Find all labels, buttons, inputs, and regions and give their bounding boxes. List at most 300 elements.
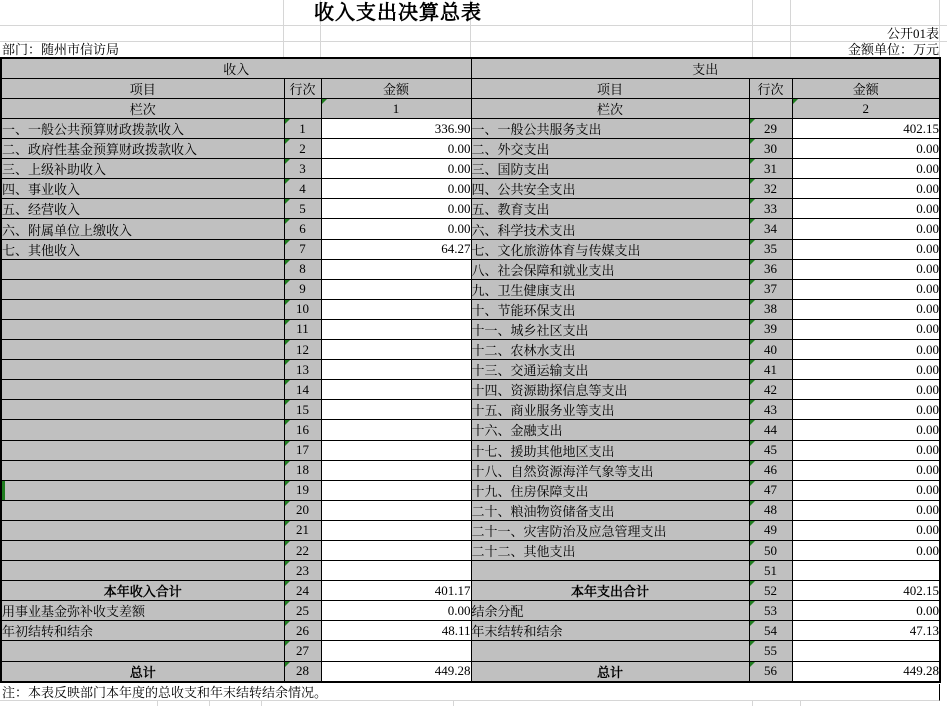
expense-section-header: 支出	[471, 58, 940, 79]
expense-amount-cell	[792, 460, 940, 480]
expense-amount-value: 0.00	[916, 281, 939, 297]
expense-amount-value: 0.00	[916, 381, 939, 397]
income-item-cell	[1, 520, 284, 540]
income-amount-value: 0.00	[447, 140, 471, 156]
expense-rowno-value: 51	[764, 562, 777, 578]
income-amount-value: 0.00	[447, 200, 471, 216]
table-row	[1, 460, 940, 480]
income-amount-cell	[321, 219, 471, 239]
income-amount-cell	[321, 400, 471, 420]
expense-amount-cell	[792, 119, 940, 139]
expense-item-label: 十一、城乡社区支出	[471, 322, 589, 338]
sheet-code-label: 公开01表	[886, 26, 939, 41]
expense-item-cell	[471, 621, 749, 641]
income-amount-cell	[321, 520, 471, 540]
table-row	[1, 239, 940, 259]
income-amount-cell	[321, 460, 471, 480]
income-rowno-value: 18	[296, 462, 309, 478]
income-rowno-value: 6	[299, 221, 306, 237]
expense-rowno-cell	[749, 360, 792, 380]
expense-amount-cell	[792, 540, 940, 560]
expense-item-label: 年末结转和结余	[471, 624, 563, 640]
income-rowno-value: 12	[296, 341, 309, 357]
expense-item-cell	[471, 520, 749, 540]
text-format-marker-icon	[750, 521, 755, 526]
income-rowno-cell	[284, 400, 321, 420]
expense-rowno-column-header: 行次	[749, 79, 792, 99]
expense-rowno-cell	[749, 520, 792, 540]
expense-rowno-cell	[749, 299, 792, 319]
expense-item-label: 十三、交通运输支出	[471, 363, 589, 379]
expense-amount-cell	[792, 340, 940, 360]
income-amount-cell	[321, 319, 471, 339]
expense-item-label: 十二、农林水支出	[471, 343, 576, 359]
table-row	[1, 279, 940, 299]
text-format-marker-icon	[285, 240, 290, 245]
text-format-marker-icon	[750, 340, 755, 345]
income-amount-cell	[321, 581, 471, 601]
expense-item-cell	[471, 601, 749, 621]
expense-rowno-cell	[749, 641, 792, 661]
table-row	[1, 561, 940, 581]
income-amount-cell	[321, 159, 471, 179]
text-format-marker-icon	[750, 300, 755, 305]
income-amount-cell	[321, 641, 471, 661]
expense-amount-cell	[792, 219, 940, 239]
expense-rowno-value: 45	[764, 442, 777, 458]
expense-rowno-cell	[749, 179, 792, 199]
expense-item-label: 九、卫生健康支出	[471, 282, 576, 298]
expense-amount-value: 402.15	[903, 120, 939, 136]
table-note: 注：本表反映部门本年度的总收支和年末结转结余情况。	[0, 684, 940, 701]
text-format-marker-icon	[285, 501, 290, 506]
expense-rowno-cell	[749, 340, 792, 360]
income-amount-value: 0.00	[447, 160, 471, 176]
text-format-marker-icon	[750, 581, 755, 586]
income-item-label: 二、政府性基金预算财政拨款收入	[2, 142, 198, 158]
text-format-marker-icon	[750, 461, 755, 466]
expense-item-cell	[471, 480, 749, 500]
income-amount-cell	[321, 199, 471, 219]
expense-rowno-value: 48	[764, 502, 777, 518]
text-format-marker-icon	[750, 400, 755, 405]
income-item-cell	[1, 380, 284, 400]
income-rowno-value: 23	[296, 562, 309, 578]
text-format-marker-icon	[285, 159, 290, 164]
text-format-marker-icon	[285, 179, 290, 184]
expense-amount-column-header: 金额	[792, 79, 940, 99]
table-row	[1, 621, 940, 641]
expense-item-label: 总计	[596, 664, 623, 680]
income-item-label: 一、一般公共预算财政拨款收入	[2, 122, 185, 138]
table-row	[1, 601, 940, 621]
expense-amount-cell	[792, 380, 940, 400]
expense-rowno-value: 33	[764, 200, 777, 216]
expense-amount-value: 0.00	[916, 241, 939, 257]
income-amount-cell	[321, 259, 471, 279]
income-rowno-value: 11	[296, 321, 309, 337]
income-rowno-value: 20	[296, 502, 309, 518]
table-row	[1, 480, 940, 500]
income-section-header: 收入	[1, 58, 471, 79]
income-rowno-cell	[284, 139, 321, 159]
expense-rowno-cell	[749, 319, 792, 339]
text-format-marker-icon	[285, 420, 290, 425]
income-amount-value: 0.00	[447, 180, 471, 196]
expense-item-cell	[471, 299, 749, 319]
text-format-marker-icon	[322, 99, 327, 104]
income-amount-value: 48.11	[441, 622, 471, 638]
income-rowno-cell	[284, 480, 321, 500]
income-amount-cell	[321, 179, 471, 199]
income-rowno-cell	[284, 159, 321, 179]
expense-amount-value: 0.00	[916, 200, 939, 216]
expense-amount-cell	[792, 641, 940, 661]
income-item-cell	[1, 440, 284, 460]
income-item-cell	[1, 540, 284, 560]
income-item-cell	[1, 561, 284, 581]
faint-gridline	[0, 25, 947, 26]
amount-unit-label: 金额单位：万元	[847, 42, 939, 57]
income-rowno-cell	[284, 259, 321, 279]
text-format-marker-icon	[285, 340, 290, 345]
table-row	[1, 400, 940, 420]
table-row	[1, 219, 940, 239]
income-amount-cell	[321, 299, 471, 319]
text-format-marker-icon	[285, 581, 290, 586]
table-row	[1, 119, 940, 139]
expense-amount-value: 0.00	[916, 321, 939, 337]
expense-item-cell	[471, 400, 749, 420]
expense-rowno-value: 53	[764, 602, 777, 618]
text-format-marker-icon	[750, 280, 755, 285]
expense-rowno-cell	[749, 420, 792, 440]
page-title: 收入支出决算总表	[314, 2, 482, 24]
text-format-marker-icon	[750, 561, 755, 566]
income-rowno-cell	[284, 601, 321, 621]
table-row	[1, 440, 940, 460]
expense-item-label: 结余分配	[471, 604, 524, 620]
text-format-marker-icon	[285, 481, 290, 486]
income-item-label: 三、上级补助收入	[2, 162, 107, 178]
table-row	[1, 319, 940, 339]
income-item-label: 用事业基金弥补收支差额	[2, 604, 146, 620]
expense-rowno-cell	[749, 460, 792, 480]
expense-amount-cell	[792, 159, 940, 179]
expense-amount-value: 0.00	[916, 542, 939, 558]
income-amount-value: 449.28	[434, 663, 471, 679]
text-format-marker-icon	[285, 400, 290, 405]
income-item-cell	[1, 621, 284, 641]
expense-rowno-value: 30	[764, 140, 777, 156]
expense-item-cell	[471, 239, 749, 259]
final-accounts-table	[0, 57, 941, 683]
expense-rowno-cell	[749, 440, 792, 460]
table-row	[1, 500, 940, 520]
income-rowno-cell	[284, 540, 321, 560]
table-row	[1, 199, 940, 219]
text-format-marker-icon	[285, 441, 290, 446]
expense-item-label: 十、节能环保支出	[471, 302, 576, 318]
text-format-marker-icon	[750, 641, 755, 646]
expense-rowno-cell	[749, 601, 792, 621]
expense-rowno-value: 36	[764, 261, 777, 277]
text-format-marker-icon	[285, 461, 290, 466]
income-item-cell	[1, 139, 284, 159]
expense-amount-value: 0.00	[916, 421, 939, 437]
expense-rowno-value: 37	[764, 281, 777, 297]
expense-amount-cell	[792, 440, 940, 460]
text-format-marker-icon	[750, 601, 755, 606]
income-rowno-cell	[284, 520, 321, 540]
section-header-row	[1, 58, 940, 79]
expense-rowno-value: 56	[764, 663, 777, 679]
income-rowno-value: 24	[296, 582, 309, 598]
expense-item-label: 八、社会保障和就业支出	[471, 262, 615, 278]
income-item-cell	[1, 480, 284, 500]
income-amount-value: 401.17	[434, 582, 471, 598]
expense-item-label: 十六、金融支出	[471, 423, 563, 439]
expense-item-cell	[471, 279, 749, 299]
text-format-marker-icon	[285, 219, 290, 224]
income-rowno-cell	[284, 641, 321, 661]
expense-amount-cell	[792, 199, 940, 219]
income-amount-value: 0.00	[447, 602, 471, 618]
expense-item-cell	[471, 179, 749, 199]
income-rowno-value: 22	[296, 542, 309, 558]
expense-amount-value: 0.00	[916, 301, 939, 317]
income-amount-cell	[321, 119, 471, 139]
expense-item-label: 十四、资源勘探信息等支出	[471, 383, 628, 399]
expense-amount-cell	[792, 299, 940, 319]
expense-item-cell	[471, 219, 749, 239]
income-rowno-value: 9	[299, 281, 306, 297]
income-rowno-cell	[284, 239, 321, 259]
expense-item-label: 六、科学技术支出	[471, 222, 576, 238]
income-rowno-cell	[284, 279, 321, 299]
expense-amount-value: 0.00	[916, 221, 939, 237]
expense-lanci-cell: 栏次	[471, 99, 749, 119]
income-amount-column-header: 金额	[321, 79, 471, 99]
table-row	[1, 661, 940, 682]
income-rowno-cell	[284, 581, 321, 601]
income-item-cell	[1, 239, 284, 259]
text-format-marker-icon	[750, 260, 755, 265]
expense-rowno-value: 38	[764, 301, 777, 317]
income-rowno-cell	[284, 219, 321, 239]
income-rowno-value: 19	[296, 482, 309, 498]
table-row	[1, 641, 940, 661]
text-format-marker-icon	[750, 621, 755, 626]
faint-gridline	[0, 41, 947, 42]
income-rowno-cell	[284, 360, 321, 380]
expense-rowno-cell	[749, 199, 792, 219]
table-row	[1, 581, 940, 601]
expense-rowno-cell	[749, 139, 792, 159]
income-item-cell	[1, 581, 284, 601]
expense-rowno-value: 31	[764, 160, 777, 176]
expense-rowno-cell	[749, 480, 792, 500]
expense-item-label: 三、国防支出	[471, 162, 550, 178]
expense-item-cell	[471, 460, 749, 480]
expense-rowno-cell	[749, 540, 792, 560]
table-row	[1, 159, 940, 179]
income-amount-cell	[321, 360, 471, 380]
faint-gridline	[209, 701, 210, 706]
income-item-label: 五、经营收入	[2, 202, 81, 218]
text-format-marker-icon	[285, 280, 290, 285]
income-rowno-cell	[284, 199, 321, 219]
expense-amount-cell	[792, 139, 940, 159]
text-format-marker-icon	[750, 159, 755, 164]
expense-amount-value: 0.00	[916, 361, 939, 377]
expense-rowno-cell	[749, 581, 792, 601]
income-rowno-value: 15	[296, 401, 309, 417]
income-rowno-column-header: 行次	[284, 79, 321, 99]
income-rowno-cell	[284, 380, 321, 400]
text-format-marker-icon	[750, 662, 755, 667]
expense-rowno-value: 34	[764, 221, 777, 237]
income-amount-cell	[321, 279, 471, 299]
expense-amount-cell	[792, 179, 940, 199]
income-rowno-cell	[284, 420, 321, 440]
income-item-cell	[1, 641, 284, 661]
expense-item-cell	[471, 420, 749, 440]
expense-item-cell	[471, 581, 749, 601]
expense-rowno-cell	[749, 119, 792, 139]
expense-rowno-cell	[749, 621, 792, 641]
income-amount-cell	[321, 601, 471, 621]
income-rowno-value: 17	[296, 442, 309, 458]
income-item-cell	[1, 500, 284, 520]
income-item-cell	[1, 119, 284, 139]
text-format-marker-icon	[750, 139, 755, 144]
income-rowno-cell	[284, 319, 321, 339]
expense-item-cell	[471, 641, 749, 661]
expense-amount-cell	[792, 480, 940, 500]
income-rowno-value: 28	[296, 663, 309, 679]
expense-rowno-value: 29	[764, 120, 777, 136]
income-rowno-value: 10	[296, 301, 309, 317]
expense-rowno-cell	[749, 159, 792, 179]
income-rowno-value: 26	[296, 622, 309, 638]
income-item-cell	[1, 159, 284, 179]
income-rowno-value: 25	[296, 602, 309, 618]
income-item-cell	[1, 219, 284, 239]
expense-rowno-value: 42	[764, 381, 777, 397]
expense-item-label: 五、教育支出	[471, 202, 550, 218]
text-format-marker-icon	[750, 360, 755, 365]
expense-item-label: 十七、援助其他地区支出	[471, 443, 615, 459]
table-row	[1, 360, 940, 380]
income-item-cell	[1, 661, 284, 682]
income-amount-cell	[321, 621, 471, 641]
income-rowno-cell	[284, 179, 321, 199]
expense-item-cell	[471, 360, 749, 380]
expense-rowno-cell	[749, 561, 792, 581]
expense-rowno-cell	[749, 500, 792, 520]
expense-amount-value: 0.00	[916, 180, 939, 196]
expense-rowno-value: 55	[764, 642, 777, 658]
text-format-marker-icon	[285, 541, 290, 546]
table-row	[1, 299, 940, 319]
expense-amount-cell	[792, 400, 940, 420]
income-rowno-cell	[284, 661, 321, 682]
text-format-marker-icon	[750, 240, 755, 245]
income-item-cell	[1, 199, 284, 219]
faint-gridline	[261, 701, 262, 706]
text-format-marker-icon	[750, 420, 755, 425]
income-rowno-value: 13	[296, 361, 309, 377]
column-index-row	[1, 99, 940, 119]
income-rowno-cell	[284, 500, 321, 520]
expense-item-cell	[471, 119, 749, 139]
income-item-label: 本年收入合计	[103, 584, 182, 600]
table-row	[1, 380, 940, 400]
expense-rowno-cell	[749, 259, 792, 279]
income-item-cell	[1, 299, 284, 319]
income-column-index: 1	[392, 100, 400, 116]
income-amount-cell	[321, 561, 471, 581]
expense-amount-value: 0.00	[916, 341, 939, 357]
expense-item-cell	[471, 259, 749, 279]
expense-rowno-cell	[749, 661, 792, 682]
expense-item-label: 二十二、其他支出	[471, 544, 576, 560]
income-amount-cell	[321, 480, 471, 500]
expense-amount-value: 449.28	[903, 663, 939, 679]
expense-item-cell	[471, 139, 749, 159]
expense-item-label: 二、外交支出	[471, 142, 550, 158]
text-format-marker-icon	[750, 541, 755, 546]
expense-amount-cell	[792, 581, 940, 601]
income-rowno-value: 14	[296, 381, 309, 397]
text-format-marker-icon	[285, 119, 290, 124]
expense-rowno-value: 46	[764, 462, 777, 478]
income-rowno-value: 3	[299, 160, 306, 176]
income-item-label: 总计	[129, 664, 156, 680]
expense-rowno-value: 52	[764, 582, 777, 598]
income-amount-value: 336.90	[434, 120, 471, 136]
income-item-cell	[1, 420, 284, 440]
table-row	[1, 340, 940, 360]
income-item-cell	[1, 400, 284, 420]
text-format-marker-icon	[285, 360, 290, 365]
faint-gridline	[157, 701, 158, 706]
expense-amount-cell	[792, 500, 940, 520]
table-row	[1, 139, 940, 159]
text-format-marker-icon	[750, 320, 755, 325]
income-amount-cell	[321, 239, 471, 259]
expense-rowno-cell	[749, 219, 792, 239]
text-format-marker-icon	[793, 99, 798, 104]
income-item-cell	[1, 279, 284, 299]
expense-amount-cell	[792, 259, 940, 279]
expense-item-label: 一、一般公共服务支出	[471, 122, 602, 138]
expense-rowno-value: 47	[764, 482, 777, 498]
expense-item-label: 十八、自然资源海洋气象等支出	[471, 463, 654, 479]
income-amount-cell	[321, 661, 471, 682]
income-amount-value: 0.00	[447, 221, 471, 237]
income-item-label: 七、其他收入	[2, 242, 81, 258]
expense-amount-cell	[792, 239, 940, 259]
income-rowno-cell	[284, 621, 321, 641]
text-format-marker-icon	[285, 601, 290, 606]
income-item-cell	[1, 179, 284, 199]
expense-amount-value: 0.00	[916, 401, 939, 417]
income-amount-cell	[321, 139, 471, 159]
text-format-marker-icon	[285, 662, 290, 667]
income-lanci-cell: 栏次	[1, 99, 284, 119]
